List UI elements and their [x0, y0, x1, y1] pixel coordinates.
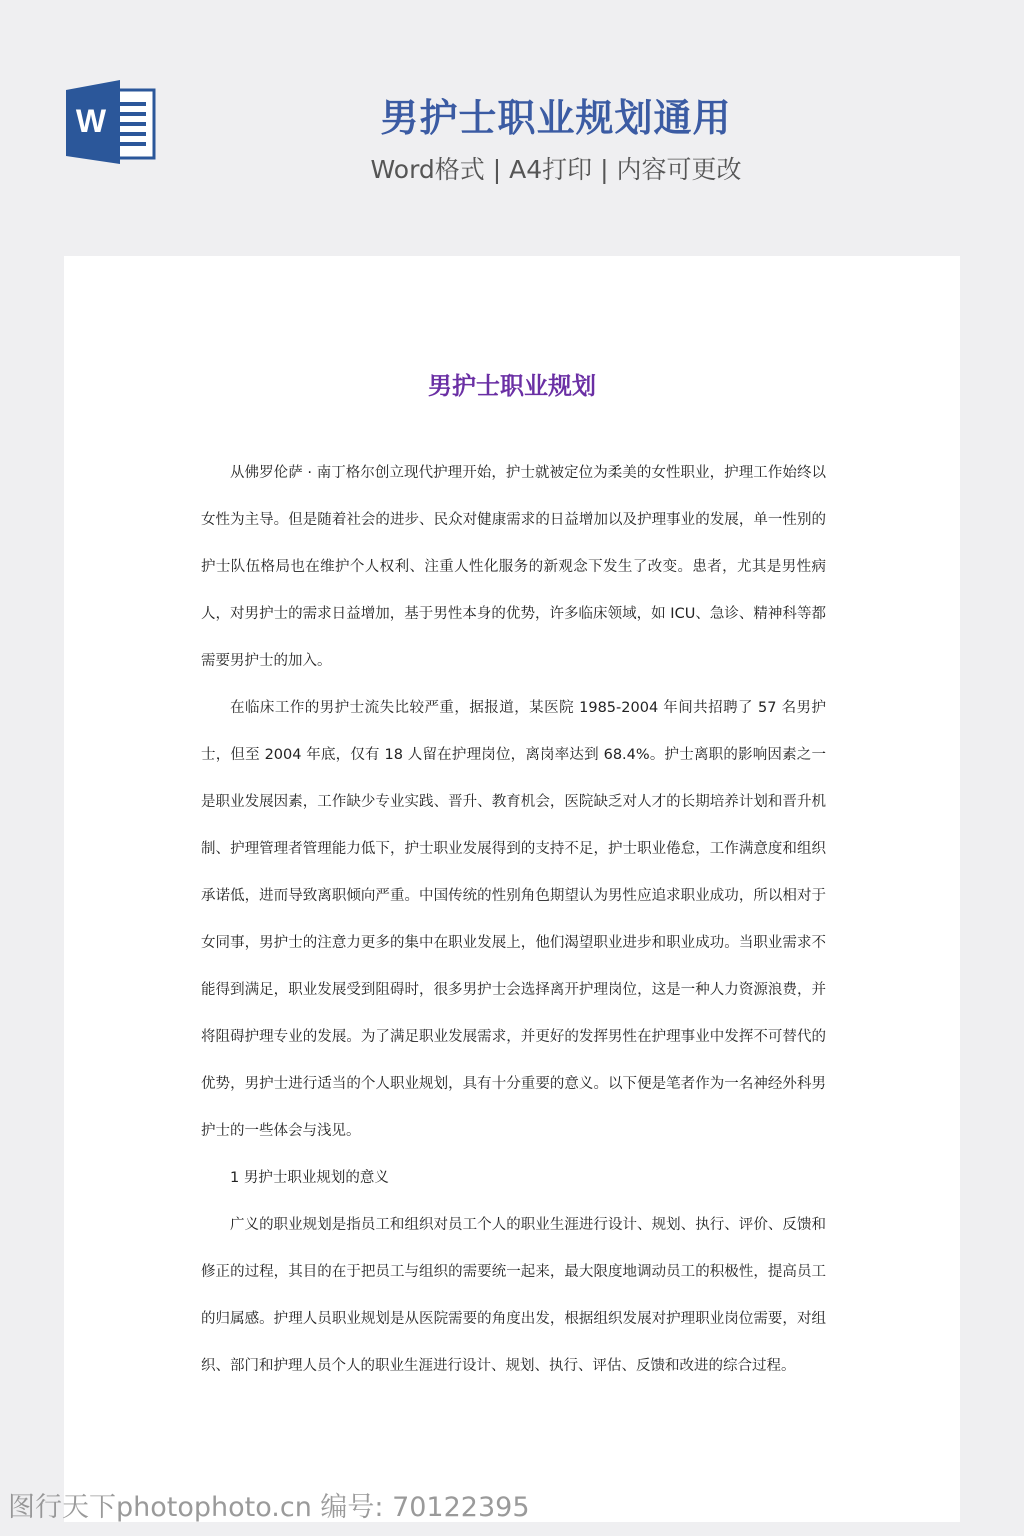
page-title: 男护士职业规划通用	[380, 96, 732, 140]
word-icon-letter: W	[75, 103, 107, 139]
document-body	[201, 450, 826, 1390]
paragraph: 在临床工作的男护士流失比较严重，据报道，某医院 1985-2004 年间共招聘了 57 名男护士，但至 2004 年底，仅有 18 人留在护理岗位，离岗率达到 68.4%。护士离职的影响因素之一是职业发展因素，工作缺少专业实践、晋升、教育机会，医院缺乏对人才的长期培养计划和晋升机制、护理管理者管理能力低下，护士职业发展得到的支持不足，护士职业倦怠，工作满意度和组织承诺低，进而导致离职倾向严重。中国传统的性别角色期望认为男性应追求职业成功，所以相对于女同事，男护士的注意力更多的集中在职业发展上，他们渴望职业进步和职业成功。当职业需求不能得到满足，职业发展受到阻碍时，很多男护士会选择离开护理岗位，这是一种人力资源浪费，并将阻碍护理专业的发展。为了满足职业发展需求，并更好的发挥男性在护理事业中发挥不可替代的优势，男护士进行适当的个人职业规划，具有十分重要的意义。以下便是笔者作为一名神经外科男护士的一些体会与浅见。	[201, 700, 826, 1139]
section-heading: 1 男护士职业规划的意义	[230, 1170, 389, 1186]
paragraph: 广义的职业规划是指员工和组织对员工个人的职业生涯进行设计、规划、执行、评价、反馈和修正的过程，其目的在于把员工与组织的需要统一起来，最大限度地调动员工的积极性，提高员工的归属感。护理人员职业规划是从医院需要的角度出发，根据组织发展对护理职业岗位需要，对组织、部门和护理人员个人的职业生涯进行设计、规划、执行、评估、反馈和改进的综合过程。	[201, 1217, 826, 1374]
document-title: 男护士职业规划	[428, 372, 596, 400]
watermark: 图行天下photophoto.cn 编号: 70122395	[8, 1492, 530, 1523]
page-subtitle: Word格式 | A4打印 | 内容可更改	[370, 155, 742, 184]
document-page	[64, 256, 960, 1522]
word-doc-icon	[64, 80, 156, 164]
paragraph: 从佛罗伦萨 · 南丁格尔创立现代护理开始，护士就被定位为柔美的女性职业，护理工作始终以女性为主导。但是随着社会的进步、民众对健康需求的日益增加以及护理事业的发展，单一性别的护士队伍格局也在维护个人权利、注重人性化服务的新观念下发生了改变。患者，尤其是男性病人，对男护士的需求日益增加，基于男性本身的优势，许多临床领域，如 ICU、急诊、精神科等都需要男护士的加入。	[201, 465, 826, 669]
